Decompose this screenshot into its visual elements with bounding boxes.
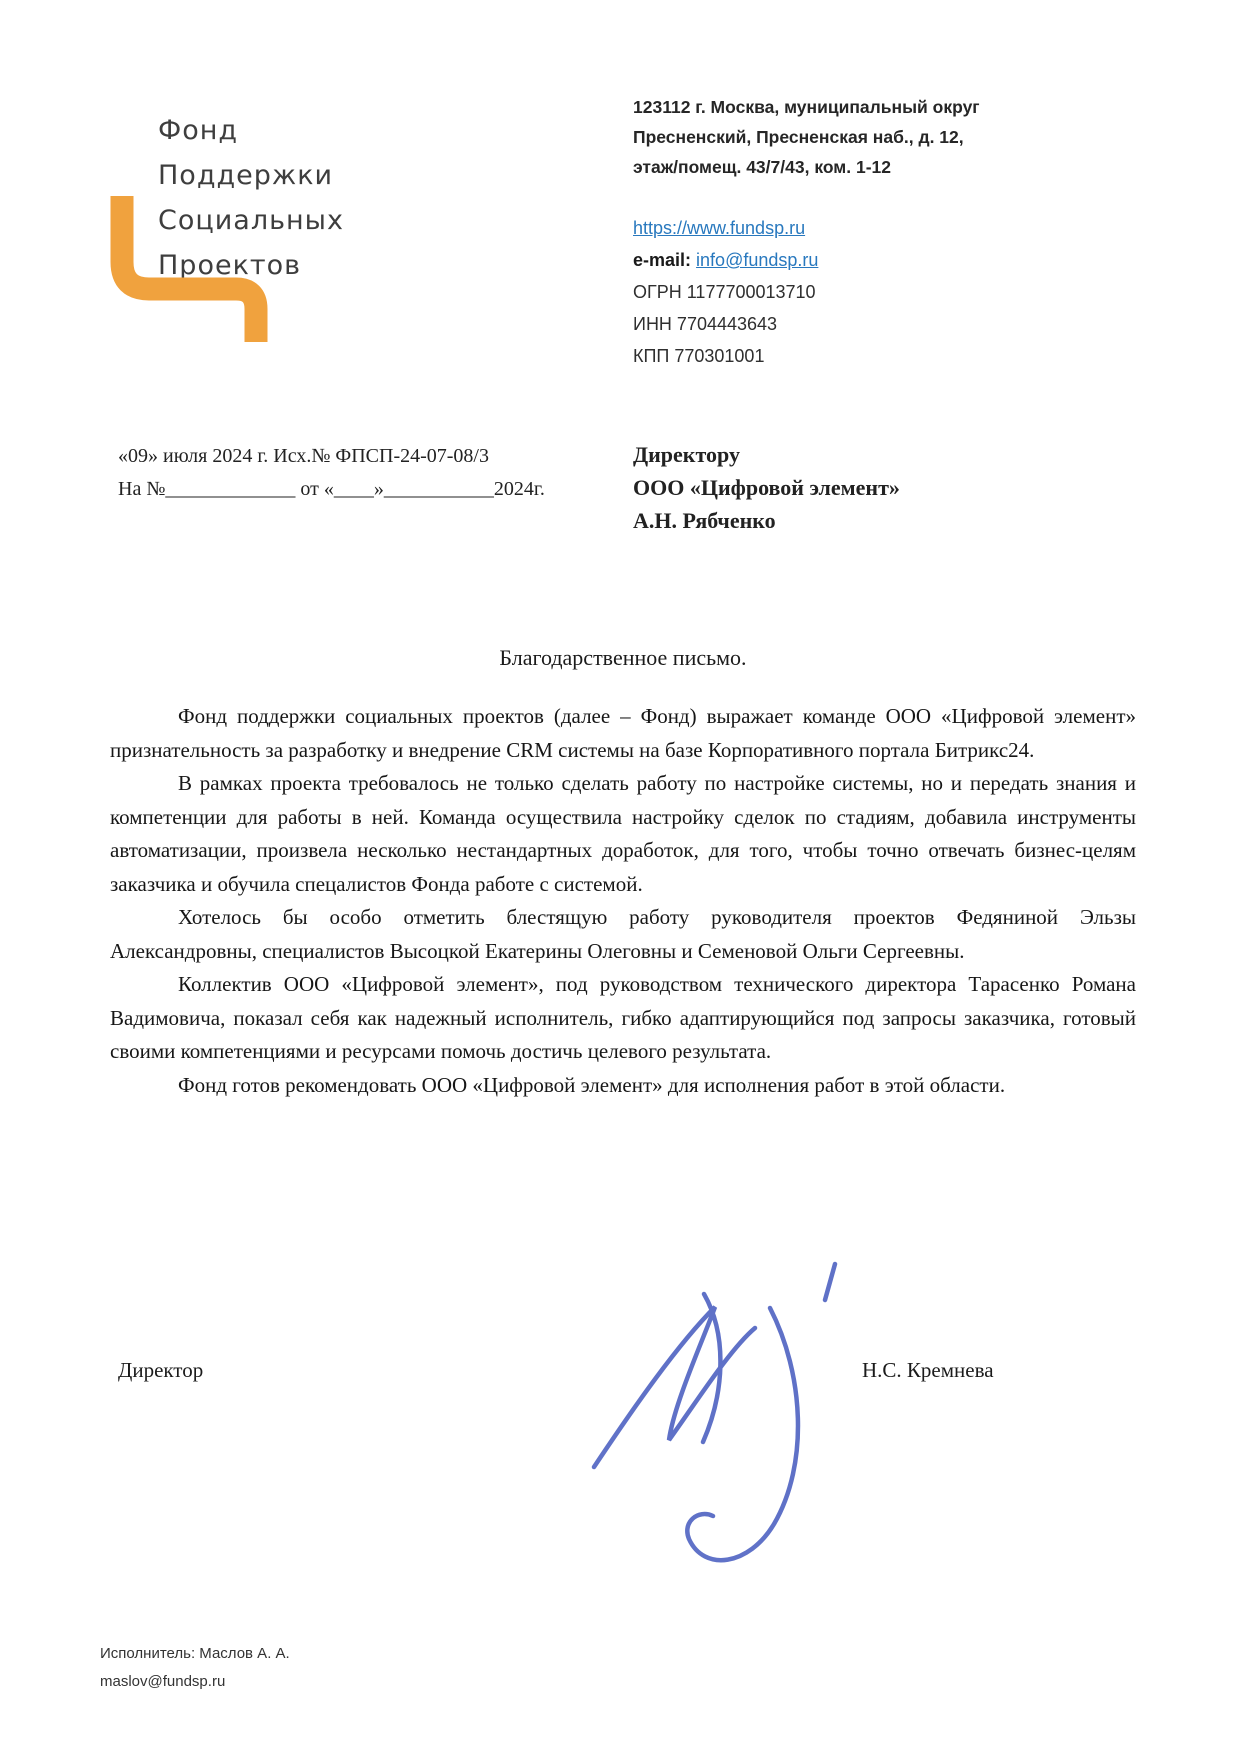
website-row bbox=[633, 212, 1053, 244]
postal-address-line: 123112 г. Москва, муниципальный округ bbox=[633, 97, 980, 117]
executor-email: maslov@fundsp.ru bbox=[100, 1673, 226, 1690]
fund-logo-line: Проектов bbox=[158, 250, 302, 281]
email-link[interactable]: info@fundsp.ru bbox=[696, 250, 819, 270]
letter-paragraph: Коллектив ООО «Цифровой элемент», под руководством технического директора Тарасенко Романа Вадимовича, показал себя как надежный исполнитель, гибко адаптирующийся под запросы заказчика, готовый своими компетенциями и ресурсами помочь достичь целевого результата. bbox=[110, 972, 1136, 1063]
reference-block bbox=[118, 440, 545, 506]
letter-body bbox=[110, 700, 1136, 1102]
kpp-number: КПП 770301001 bbox=[633, 346, 765, 366]
signoff-name: Н.С. Кремнева bbox=[862, 1358, 994, 1382]
outgoing-reference-line: «09» июля 2024 г. Исх.№ ФПСП-24-07-08/3 bbox=[118, 445, 489, 467]
incoming-reference-line: На №_____________ от «____»___________2024г. bbox=[118, 478, 545, 500]
letter-title: Благодарственное письмо. bbox=[499, 645, 747, 670]
contact-block bbox=[633, 92, 1053, 372]
fund-logo-line: Социальных bbox=[158, 205, 344, 236]
email-label: e-mail: bbox=[633, 250, 692, 270]
recipient-line: Директору bbox=[633, 442, 740, 467]
executor-name: Исполнитель: Маслов А. А. bbox=[100, 1645, 290, 1662]
postal-address-line: этаж/помещ. 43/7/43, ком. 1-12 bbox=[633, 157, 891, 177]
postal-address-line: Пресненский, Пресненская наб., д. 12, bbox=[633, 127, 964, 147]
letter-paragraph: Фонд готов рекомендовать ООО «Цифровой элемент» для исполнения работ в этой области. bbox=[178, 1072, 1006, 1097]
letter-paragraph: В рамках проекта требовалось не только сделать работу по настройке системы, но и передать знания и компетенции для работы в ней. Команда осуществила настройку сделок по стадиям, добавила инструменты автоматизации, произвела несколько нестандартных доработок, для того, чтобы точно отвечать бизнес-целям заказчика и обучила спецалистов Фонда работе с системой. bbox=[110, 771, 1136, 896]
letter-paragraph: Фонд поддержки социальных проектов (далее – Фонд) выражает команде ООО «Цифровой элемент» признательность за разработку и внедрение CRM системы на базе Корпоративного портала Битрикс24. bbox=[110, 704, 1136, 762]
recipient-block bbox=[633, 438, 900, 537]
fund-logo-line: Поддержки bbox=[158, 160, 334, 191]
recipient-line: А.Н. Рябченко bbox=[633, 508, 776, 533]
letter-paragraph: Хотелось бы особо отметить блестящую работу руководителя проектов Федяниной Эльзы Александровны, специалистов Высоцкой Екатерины Олеговны и Семеновой Ольги Сергеевны. bbox=[110, 905, 1136, 963]
recipient-line: ООО «Цифровой элемент» bbox=[633, 475, 900, 500]
inn-number: ИНН 7704443643 bbox=[633, 314, 778, 334]
fund-logo-line: Фонд bbox=[158, 115, 239, 146]
handwritten-signature bbox=[552, 1252, 892, 1582]
email-row bbox=[633, 244, 1053, 276]
website-link[interactable]: https://www.fundsp.ru bbox=[633, 218, 806, 238]
ogrn-number: ОГРН 1177700013710 bbox=[633, 282, 816, 302]
postal-address bbox=[633, 92, 1053, 182]
fund-logo-bracket-icon bbox=[96, 190, 286, 350]
signoff-position-label: Директор bbox=[118, 1358, 204, 1382]
executor-block bbox=[100, 1640, 290, 1696]
